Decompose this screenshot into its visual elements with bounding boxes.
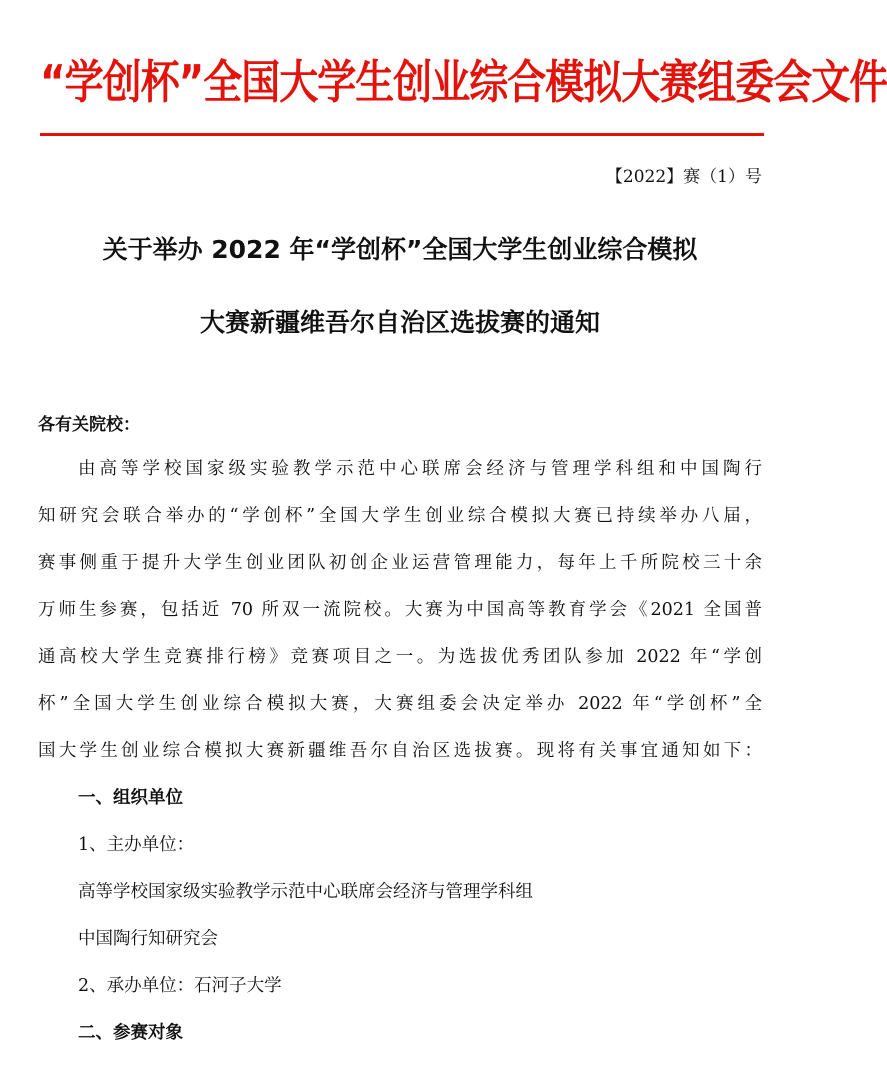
intro-line: 赛事侧重于提升大学生创业团队初创企业运营管理能力，每年上千所院校三十余 — [38, 553, 762, 573]
section-heading-organizers: 一、组织单位 — [78, 788, 183, 808]
intro-line: 国大学生创业综合模拟大赛新疆维吾尔自治区选拔赛。现将有关事宜通知如下： — [38, 741, 762, 761]
red-divider-line — [40, 133, 764, 136]
intro-line: 杯”全国大学生创业综合模拟大赛，大赛组委会决定举办 2022 年“学创杯”全 — [38, 694, 762, 714]
intro-line: 知研究会联合举办的“学创杯”全国大学生创业综合模拟大赛已持续举办八届， — [38, 506, 762, 526]
section-heading-participants: 二、参赛对象 — [78, 1023, 183, 1043]
salutation: 各有关院校： — [38, 415, 140, 435]
masthead-title: “学创杯”全国大学生创业综合模拟大赛组委会文件 — [40, 56, 887, 110]
intro-line: 万师生参赛，包括近 70 所双一流院校。大赛为中国高等教育学会《2021 全国普 — [38, 600, 762, 620]
organizer-label: 1、主办单位： — [78, 835, 195, 855]
document-number: 【2022】赛（1）号 — [605, 167, 762, 187]
intro-line: 由高等学校国家级实验教学示范中心联席会经济与管理学科组和中国陶行 — [78, 459, 762, 479]
organizer-item: 高等学校国家级实验教学示范中心联席会经济与管理学科组 — [78, 882, 533, 902]
notice-title-line-1: 关于举办 2022 年“学创杯”全国大学生创业综合模拟 — [102, 235, 698, 264]
notice-title-line-2: 大赛新疆维吾尔自治区选拔赛的通知 — [199, 308, 600, 337]
host-label: 2、承办单位：石河子大学 — [78, 976, 282, 996]
intro-line: 通高校大学生竞赛排行榜》竞赛项目之一。为选拔优秀团队参加 2022 年“学创 — [38, 647, 762, 667]
organizer-item: 中国陶行知研究会 — [78, 929, 218, 949]
